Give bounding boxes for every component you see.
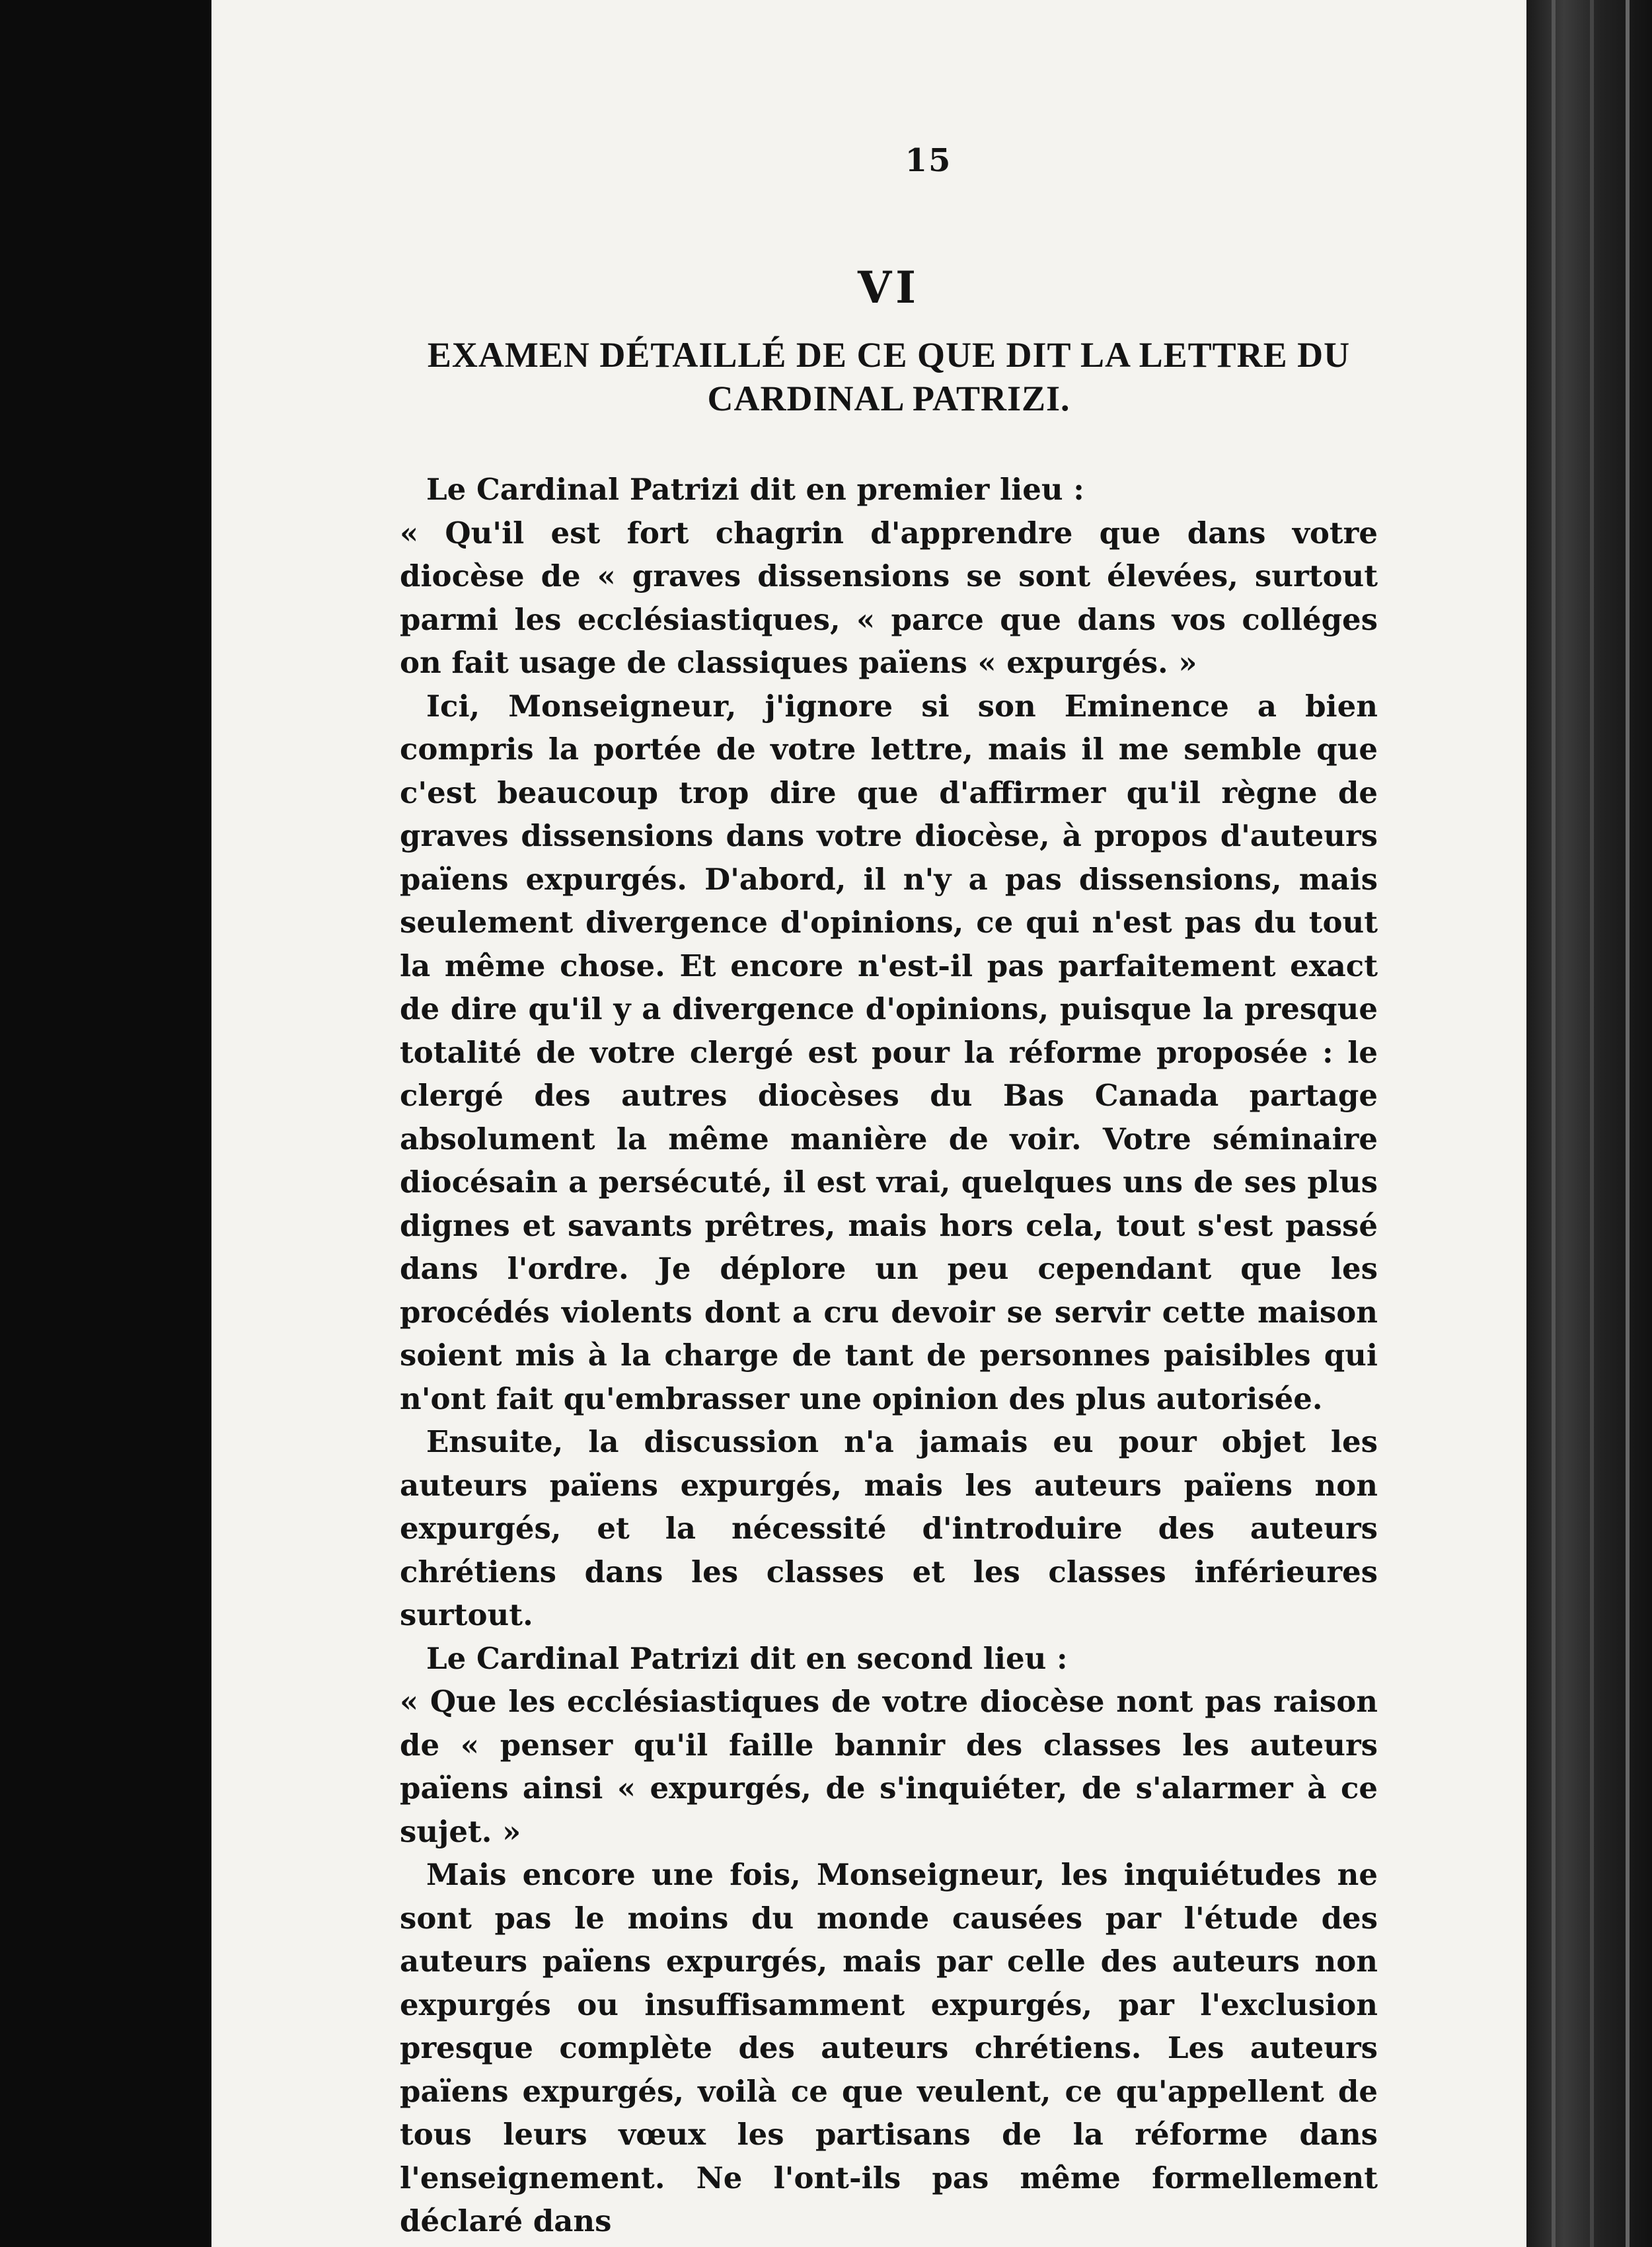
page-number: 15 — [905, 142, 952, 179]
page-content — [400, 142, 1378, 2243]
section-title-line: CARDINAL PATRIZI. — [707, 379, 1070, 418]
section-title — [400, 333, 1378, 420]
paragraph: Mais encore une fois, Monseigneur, les inquiétudes ne sont pas le moins du monde causées par l'étude des auteurs païens expurgés, mais par celle des auteurs non expurgés ou insuffisamment expurgés, par l'exclusion presque complète des auteurs chrétiens. Les auteurs païens expurgés, voilà ce que veulent, ce qu'appellent de tous leurs vœux les partisans de la réforme dans l'enseignement. Ne l'ont-ils pas même formellement déclaré dans — [400, 1857, 1378, 2238]
book-page — [211, 0, 1526, 2247]
quoted-paragraph: « Qu'il est fort chagrin d'apprendre que dans votre diocèse de « graves dissensions se sont élevées, surtout parmi les ecclésiastiques, « parce que dans vos colléges on fait usage de classiques païens « expurgés. » — [400, 515, 1378, 680]
paragraph: Ensuite, la discussion n'a jamais eu pour objet les auteurs païens expurgés, mais les auteurs païens non expurgés, et la nécessité d'introduire des auteurs chrétiens dans les classes et les classes inférieures surtout. — [400, 1424, 1378, 1632]
section-number: VI — [857, 262, 920, 313]
paragraph: Le Cardinal Patrizi dit en second lieu : — [426, 1640, 1068, 1676]
book-spine-edge — [1526, 0, 1652, 2247]
paragraph: Ici, Monseigneur, j'ignore si son Eminence a bien compris la portée de votre lettre, mais il me semble que c'est beaucoup trop dire que d'affirmer qu'il règne de graves dissensions dans votre diocèse, à propos d'auteurs païens expurgés. D'abord, il n'y a pas dissensions, mais seulement divergence d'opinions, ce qui n'est pas du tout la même chose. Et encore n'est-il pas parfaitement exact de dire qu'il y a divergence d'opinions, puisque la presque totalité de votre clergé est pour la réforme proposée : le clergé des autres diocèses du Bas Canada partage absolument la même manière de voir. Votre séminaire diocésain a persécuté, il est vrai, quelques uns de ses plus dignes et savants prêtres, mais hors cela, tout s'est passé dans l'ordre. Je déplore un peu cependant que les procédés violents dont a cru devoir se servir cette maison soient mis à la charge de tant de personnes paisibles qui n'ont fait qu'embrasser une opinion des plus autorisée. — [400, 688, 1378, 1416]
section-title-line: EXAMEN DÉTAILLÉ DE CE QUE DIT LA LETTRE DU — [427, 335, 1351, 375]
quoted-paragraph: « Que les ecclésiastiques de votre diocèse nont pas raison de « penser qu'il faille bannir des classes les auteurs païens ainsi « expurgés, de s'inquiéter, de s'alarmer à ce sujet. » — [400, 1684, 1378, 1849]
paragraph: Le Cardinal Patrizi dit en premier lieu : — [426, 472, 1084, 507]
